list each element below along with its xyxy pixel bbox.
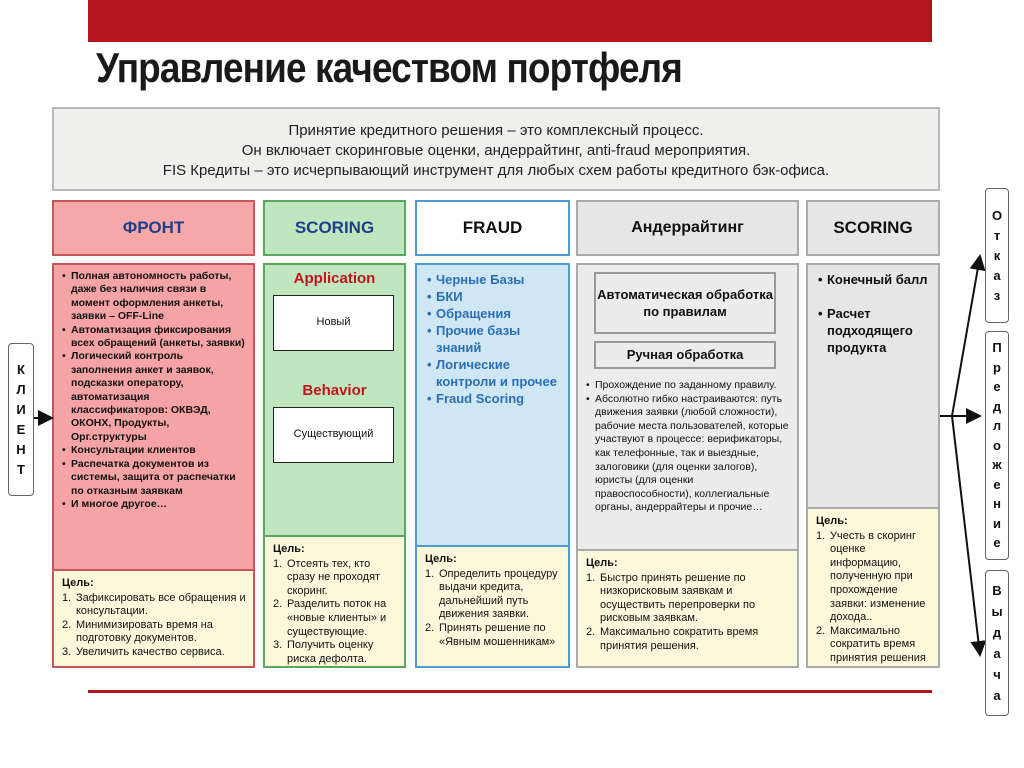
refusal-letter: О — [991, 207, 1003, 223]
list-item: • Абсолютно гибко настраиваются: путь движения заявки (любой сложности), рабочие места пользователей, которые участвуют в процессе: верификаторы, как телефонные, так и выездные, залоговики (для оценки залогов), юристы (для оценки правоспособности), коллегиальные органы, андеррайтеры и прочие… — [586, 393, 790, 515]
goal-item: 2. Принять решение по «Явным мошенникам» — [425, 621, 556, 648]
offer-letter: и — [993, 515, 1001, 531]
list-item: • Fraud Scoring — [427, 390, 562, 407]
goal-item: 1. Быстро принять решение по низкорисковым заявкам и осуществить перепроверки по рисковым заявкам. — [586, 571, 756, 625]
goal-item: 1. Зафиксировать все обращения и консультации. — [62, 591, 246, 618]
offer-letter: н — [993, 496, 1001, 512]
issue-letter: д — [992, 625, 1002, 640]
refusal-arrow — [952, 256, 980, 416]
issue-box — [985, 570, 1009, 716]
list-item: • Логический контроль заполнения анкет и заявок, подсказки оператору, автоматизация классификаторов: ОКВЭД, ОКОНХ, Продукты, Орг.структуры — [62, 350, 247, 444]
client-letter: Е — [16, 421, 26, 437]
goal-label: Цель: — [586, 557, 618, 569]
offer-letter: е — [993, 379, 1001, 395]
list-item: • Логические контроли и прочее — [427, 356, 562, 390]
offer-letter: о — [993, 437, 1001, 453]
issue-letter: а — [993, 646, 1001, 661]
goal-item: 1. Учесть в скоринг оценке информацию, полученную при прохождение заявки: изменение дохода.. — [816, 529, 926, 624]
list-item: • Конечный балл — [818, 271, 932, 288]
offer-box — [985, 331, 1009, 560]
goal-label: Цель: — [816, 515, 848, 527]
intro-line: FIS Кредиты – это исчерпывающий инструмент для любых схем работы кредитного бэк-офиса. — [162, 162, 830, 179]
refusal-letter: з — [993, 287, 1001, 303]
goal-item: 3. Увеличить качество сервиса. — [62, 645, 225, 658]
offer-letter: р — [993, 359, 1001, 375]
list-item: • Расчет подходящего продукта — [818, 305, 932, 356]
list-item: • Консультации клиентов — [62, 444, 247, 457]
refusal-letter: а — [993, 267, 1001, 283]
goal-item: 2. Разделить поток на «новые клиенты» и существующие. — [273, 598, 387, 638]
refusal-box — [985, 188, 1009, 323]
refusal-letter: к — [993, 247, 1001, 263]
manual-processing-box: Ручная обработка — [594, 341, 776, 369]
offer-letter: л — [992, 418, 1002, 434]
client-letter: К — [17, 361, 25, 377]
client-letter: Т — [17, 461, 25, 477]
goal-item: 2. Максимально сократить время принятия решения — [816, 624, 926, 664]
goal-label: Цель: — [425, 553, 457, 565]
behavior-label: Behavior — [302, 382, 367, 399]
goal-item: 1. Определить процедуру выдачи кредита, дальнейший путь движения заявки. — [425, 567, 558, 621]
new-client-box: Новый — [273, 295, 394, 351]
offer-letter: д — [992, 398, 1002, 414]
application-label: Application — [293, 270, 376, 287]
scoring-header: SCORING — [263, 200, 406, 256]
refusal-letter: т — [993, 227, 1001, 243]
offer-letter: ж — [992, 457, 1002, 473]
offer-letter: П — [992, 340, 1002, 356]
intro-line: Принятие кредитного решения – это комплексный процесс. — [288, 122, 704, 139]
list-item: • Полная автономность работы, даже без наличия связи в момент оформления анкеты, заявки – OFF-Line — [62, 270, 247, 324]
goal-item: 3. Получить оценку риска дефолта. — [273, 639, 374, 665]
issue-letter: ч — [993, 667, 1001, 682]
list-item: • БКИ — [427, 288, 562, 305]
final-scoring-header: SCORING — [806, 200, 940, 256]
intro-line: Он включает скоринговые оценки, андеррайтинг, anti-fraud мероприятия. — [241, 142, 751, 159]
list-item: • Распечатка документов из системы, защита от распечатки по отказным заявкам — [62, 458, 247, 498]
goal-item: 1. Отсеять тех, кто сразу не проходят скоринг. — [273, 557, 381, 597]
list-item: • Прочие базы знаний — [427, 322, 562, 356]
goal-item: 2. Максимально сократить время принятия решения. — [586, 625, 759, 652]
client-letter: И — [16, 401, 26, 417]
issue-letter: В — [992, 583, 1002, 598]
page-title: Управление качеством портфеля — [96, 44, 682, 91]
list-item: • Обращения — [427, 305, 562, 322]
issue-letter: а — [993, 688, 1001, 703]
fraud-header: FRAUD — [415, 200, 570, 256]
client-letter: Л — [16, 381, 26, 397]
goal-label: Цель: — [62, 577, 94, 589]
issue-arrow — [952, 416, 980, 655]
list-item: • Автоматизация фиксирования всех обращений (анкеты, заявки) — [62, 324, 247, 351]
front-header: ФРОНТ — [52, 200, 255, 256]
list-item: • И многое другое… — [62, 498, 247, 511]
goal-item: 2. Минимизировать время на подготовку документов. — [62, 618, 213, 645]
underwriting-header: Андеррайтинг — [576, 200, 799, 256]
issue-letter: ы — [991, 604, 1003, 619]
existing-client-box: Существующий — [273, 407, 394, 463]
auto-processing-box: Автоматическая обработка по правилам — [594, 272, 776, 334]
goal-label: Цель: — [273, 543, 305, 555]
list-item: • Прохождение по заданному правилу. — [586, 379, 790, 393]
offer-letter: е — [993, 535, 1001, 551]
bottom-accent-line — [88, 690, 932, 693]
list-item: • Черные Базы — [427, 271, 562, 288]
client-letter: Н — [16, 441, 26, 457]
offer-letter: е — [993, 476, 1001, 492]
